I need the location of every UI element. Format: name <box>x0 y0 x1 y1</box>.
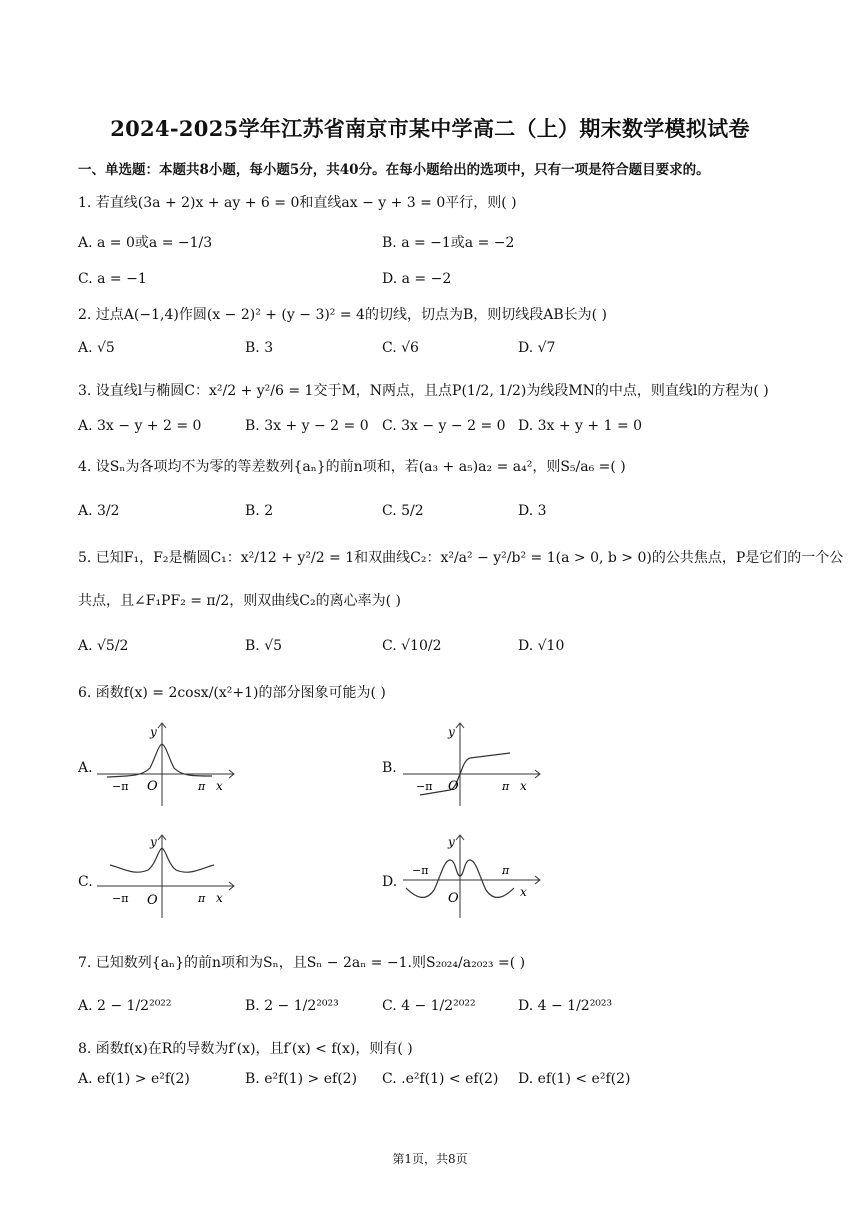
question-5-option-a: A. √5/2 <box>78 638 129 654</box>
question-7-option-a: A. 2 − 1/2²⁰²² <box>78 998 172 1014</box>
question-4-option-d: D. 3 <box>518 503 547 519</box>
question-5-option-d: D. √10 <box>518 638 565 654</box>
question-5-option-c: C. √10/2 <box>382 638 442 654</box>
origin-label-b: O <box>448 779 459 794</box>
question-8-stem: 8. 函数f(x)在R的导数为f′(x)，且f′(x) < f(x)，则有( ) <box>78 1041 413 1057</box>
section-heading: 一、单选题：本题共8小题，每小题5分，共40分。在每小题给出的选项中，只有一项是符合题目要求的。 <box>78 162 710 178</box>
origin-label-a: O <box>147 779 158 794</box>
question-6-option-b: B. <box>382 760 397 776</box>
question-2-option-b: B. 3 <box>245 340 274 356</box>
axis-y-label-b: y <box>448 725 455 739</box>
question-6-stem: 6. 函数f(x) = 2cosx/(x²+1)的部分图象可能为( ) <box>78 685 386 701</box>
question-7-option-c: C. 4 − 1/2²⁰²² <box>382 998 476 1014</box>
question-7-option-b: B. 2 − 1/2²⁰²³ <box>245 998 339 1014</box>
axis-x-label-a: x <box>216 779 223 793</box>
question-2-option-d: D. √7 <box>518 340 556 356</box>
neg-pi-label-b: −π <box>416 780 433 793</box>
question-6-option-c: C. <box>78 874 93 890</box>
neg-pi-label-c: −π <box>112 892 129 905</box>
question-1-option-c: C. a = −1 <box>78 271 147 287</box>
question-2-option-a: A. √5 <box>78 340 115 356</box>
question-1-stem: 1. 若直线(3a + 2)x + ay + 6 = 0和直线ax − y + 3 = 0平行，则( ) <box>78 195 517 211</box>
page-footer: 第1页，共8页 <box>392 1152 468 1166</box>
question-5-stem-line1: 5. 已知F₁，F₂是椭圆C₁：x²/12 + y²/2 = 1和双曲线C₂：x²/a² − y²/b² = 1(a > 0, b > 0)的公共焦点，P是它们的一个公 <box>78 550 844 566</box>
question-1-option-d: D. a = −2 <box>382 271 452 287</box>
question-3-option-b: B. 3x + y − 2 = 0 <box>245 418 369 434</box>
axis-y-label-c: y <box>150 835 157 849</box>
question-6-option-d: D. <box>382 874 398 890</box>
axis-y-label-a: y <box>150 725 157 739</box>
question-7-stem: 7. 已知数列{aₙ}的前n项和为Sₙ，且Sₙ − 2aₙ = −1.则S₂₀₂₄/a₂₀₂₃ =( ) <box>78 955 526 971</box>
axis-y-label-d: y <box>448 835 455 849</box>
question-3-option-d: D. 3x + y + 1 = 0 <box>518 418 643 434</box>
origin-label-d: O <box>448 891 459 906</box>
question-2-option-c: C. √6 <box>382 340 419 356</box>
question-3-stem: 3. 设直线l与椭圆C：x²/2 + y²/6 = 1交于M，N两点，且点P(1/2, 1/2)为线段MN的中点，则直线l的方程为( ) <box>78 383 769 399</box>
question-4-option-b: B. 2 <box>245 503 274 519</box>
pi-label-b: π <box>502 780 510 793</box>
pi-label-a: π <box>198 780 206 793</box>
axis-x-label-b: x <box>520 779 527 793</box>
question-2-stem: 2. 过点A(−1,4)作圆(x − 2)² + (y − 3)² = 4的切线，切点为B，则切线段AB长为( ) <box>78 307 608 323</box>
question-1-option-b: B. a = −1或a = −2 <box>382 235 515 251</box>
pi-label-c: π <box>198 892 206 905</box>
question-3-option-a: A. 3x − y + 2 = 0 <box>78 418 202 434</box>
question-8-option-d: D. ef(1) < e²f(2) <box>518 1071 631 1087</box>
question-4-option-a: A. 3/2 <box>78 503 120 519</box>
pi-label-d: π <box>502 864 510 877</box>
question-6-option-a: A. <box>78 760 93 776</box>
question-8-option-c: C. .e²f(1) < ef(2) <box>382 1071 499 1087</box>
graph-option-d <box>398 830 548 922</box>
axis-x-label-c: x <box>216 891 223 905</box>
question-8-option-a: A. ef(1) > e²f(2) <box>78 1071 190 1087</box>
graph-option-a <box>92 718 242 810</box>
question-7-option-d: D. 4 − 1/2²⁰²³ <box>518 998 613 1014</box>
question-4-option-c: C. 5/2 <box>382 503 424 519</box>
question-4-stem: 4. 设Sₙ为各项均不为零的等差数列{aₙ}的前n项和，若(a₃ + a₅)a₂ = a₄²，则S₅/a₆ =( ) <box>78 459 626 475</box>
question-8-option-b: B. e²f(1) > ef(2) <box>245 1071 358 1087</box>
origin-label-c: O <box>147 893 158 908</box>
graph-option-c <box>92 830 242 922</box>
question-5-option-b: B. √5 <box>245 638 283 654</box>
question-1-option-a: A. a = 0或a = −1/3 <box>78 235 213 251</box>
page-title: 2024-2025学年江苏省南京市某中学高二（上）期末数学模拟试卷 <box>110 116 750 141</box>
question-5-stem-line2: 共点，且∠F₁PF₂ = π/2，则双曲线C₂的离心率为( ) <box>78 593 401 609</box>
question-3-option-c: C. 3x − y − 2 = 0 <box>382 418 506 434</box>
axis-x-label-d: x <box>520 885 527 899</box>
graph-option-b <box>398 718 548 810</box>
neg-pi-label-d: −π <box>412 864 429 877</box>
neg-pi-label-a: −π <box>112 780 129 793</box>
